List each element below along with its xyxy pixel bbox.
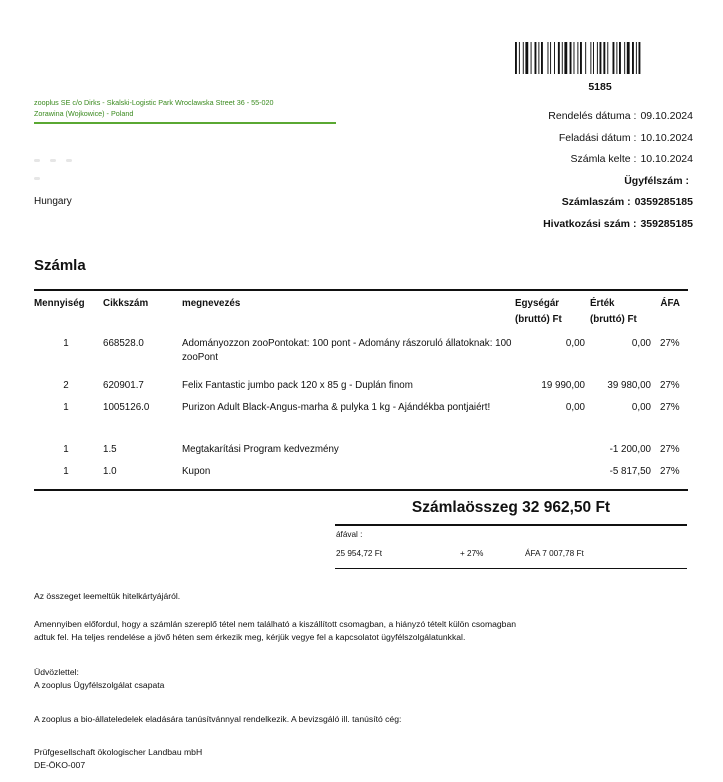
recipient-country: Hungary <box>34 196 72 207</box>
table-cell-sku: 620901.7 <box>103 380 144 391</box>
meta-label: Ügyfélszám : <box>624 174 689 187</box>
certifier <box>34 746 684 772</box>
vat-rate: + 27% <box>460 549 484 558</box>
table-cell-unit_price: 0,00 <box>565 402 585 413</box>
sender-address-line2: Zorawina (Wojkowice) - Poland <box>34 109 134 118</box>
meta-value: 359285185 <box>640 217 693 230</box>
col-header-value: Érték (bruttó) Ft <box>590 298 637 325</box>
table-cell-name: Kupon <box>182 466 211 477</box>
col-header-vat: ÁFA <box>660 298 680 309</box>
table-cell-value: 39 980,00 <box>607 380 651 391</box>
meta-row <box>433 171 693 193</box>
meta-label: Feladási dátum : <box>558 131 637 144</box>
meta-value: 10.10.2024 <box>640 153 693 165</box>
sender-divider <box>34 122 336 124</box>
missing-item-note-line2: adtuk fel. Ha teljes rendelése a jövő héten sem érkezik meg, kérjük vegye fel a kapcsolatot ügyfélszolgálatunkkal. <box>34 632 466 642</box>
table-cell-unit_price: 0,00 <box>565 338 585 349</box>
total-rule <box>335 524 687 526</box>
table-cell-name: Adományozzon zooPontokat: 100 pont - Adomány rászoruló állatoknak: 100 zooPont <box>182 338 512 363</box>
greeting-line2: A zooplus Ügyfélszolgálat csapata <box>34 680 165 690</box>
col-header-unit-price: Egységár (bruttó) Ft <box>515 298 562 325</box>
col-header-qty: Mennyiség <box>34 298 85 309</box>
meta-value: 0359285185 <box>634 196 693 208</box>
redacted-recipient-name <box>34 149 94 155</box>
table-cell-vat: 27% <box>660 380 680 391</box>
table-cell-sku: 1005126.0 <box>103 402 150 413</box>
table-cell-name: Purizon Adult Black-Angus-marha & pulyka 1 kg - Ajándékba pontjaiért! <box>182 402 491 413</box>
meta-label: Számla kelte : <box>570 153 637 165</box>
meta-row <box>433 214 693 236</box>
meta-label: Hivatkozási szám : <box>543 217 637 230</box>
greeting-line1: Üdvözlettel: <box>34 667 79 677</box>
sender-address <box>34 97 336 119</box>
table-cell-qty: 2 <box>63 380 69 391</box>
certifier-name: Prüfgesellschaft ökologischer Landbau mbH <box>34 747 203 757</box>
missing-item-note <box>34 618 684 644</box>
greeting <box>34 666 684 692</box>
table-cell-qty: 1 <box>63 444 69 455</box>
table-cell-value: 0,00 <box>631 338 651 349</box>
meta-row <box>433 128 693 150</box>
table-cell-vat: 27% <box>660 402 680 413</box>
document-title: Számla <box>34 257 86 274</box>
table-cell-value: -5 817,50 <box>609 466 651 477</box>
table-cell-sku: 668528.0 <box>103 338 144 349</box>
table-cell-qty: 1 <box>63 466 69 477</box>
barcode <box>515 42 685 74</box>
meta-row <box>433 149 693 171</box>
certifier-code: DE-ÖKO-007 <box>34 760 86 770</box>
meta-value: 10.10.2024 <box>640 131 693 144</box>
col-header-name: megnevezés <box>182 298 241 309</box>
invoice-meta <box>433 106 693 235</box>
bio-certificate-note: A zooplus a bio-állateledelek eladására tanúsítvánnyal rendelkezik. A bevizsgáló ill. tanúsító cég: <box>34 714 402 724</box>
table-cell-name: Megtakarítási Program kedvezmény <box>182 444 339 455</box>
table-cell-sku: 1.0 <box>103 466 117 477</box>
table-cell-name: Felix Fantastic jumbo pack 120 x 85 g - Duplán finom <box>182 380 413 391</box>
payment-note: Az összeget leemeltük hitelkártyájáról. <box>34 591 181 601</box>
sender-address-line1: zooplus SE c/o Dirks - Skalski-Logistic Park Wroclawska Street 36 - 55-020 <box>34 98 274 107</box>
table-cell-vat: 27% <box>660 338 680 349</box>
table-cell-qty: 1 <box>63 402 69 413</box>
table-cell-value: 0,00 <box>631 402 651 413</box>
net-amount: 25 954,72 Ft <box>336 549 382 558</box>
table-cell-vat: 27% <box>660 466 680 477</box>
meta-value: 09.10.2024 <box>640 110 693 122</box>
meta-label: Rendelés dátuma : <box>548 110 637 122</box>
table-cell-value: -1 200,00 <box>609 444 651 455</box>
missing-item-note-line1: Amennyiben előfordul, hogy a számlán szereplő tétel nem található a kiszállított csomagban, a hiányzó tételt külön csomagban <box>34 619 517 629</box>
order-number: 5185 <box>588 81 612 93</box>
vat-caption: áfával : <box>336 530 363 539</box>
vat-amount: ÁFA 7 007,78 Ft <box>525 549 584 558</box>
table-cell-qty: 1 <box>63 338 69 349</box>
table-cell-vat: 27% <box>660 444 680 455</box>
table-top-rule <box>34 289 688 291</box>
total-bottom-rule <box>335 568 687 569</box>
meta-row <box>433 192 693 214</box>
invoice-total: Számlaösszeg 32 962,50 Ft <box>411 499 611 516</box>
table-cell-sku: 1.5 <box>103 444 117 455</box>
meta-label: Számlaszám : <box>561 196 631 208</box>
table-cell-unit_price: 19 990,00 <box>541 380 585 391</box>
table-bottom-rule <box>34 489 688 491</box>
meta-row <box>433 106 693 128</box>
col-header-sku: Cikkszám <box>103 298 149 309</box>
